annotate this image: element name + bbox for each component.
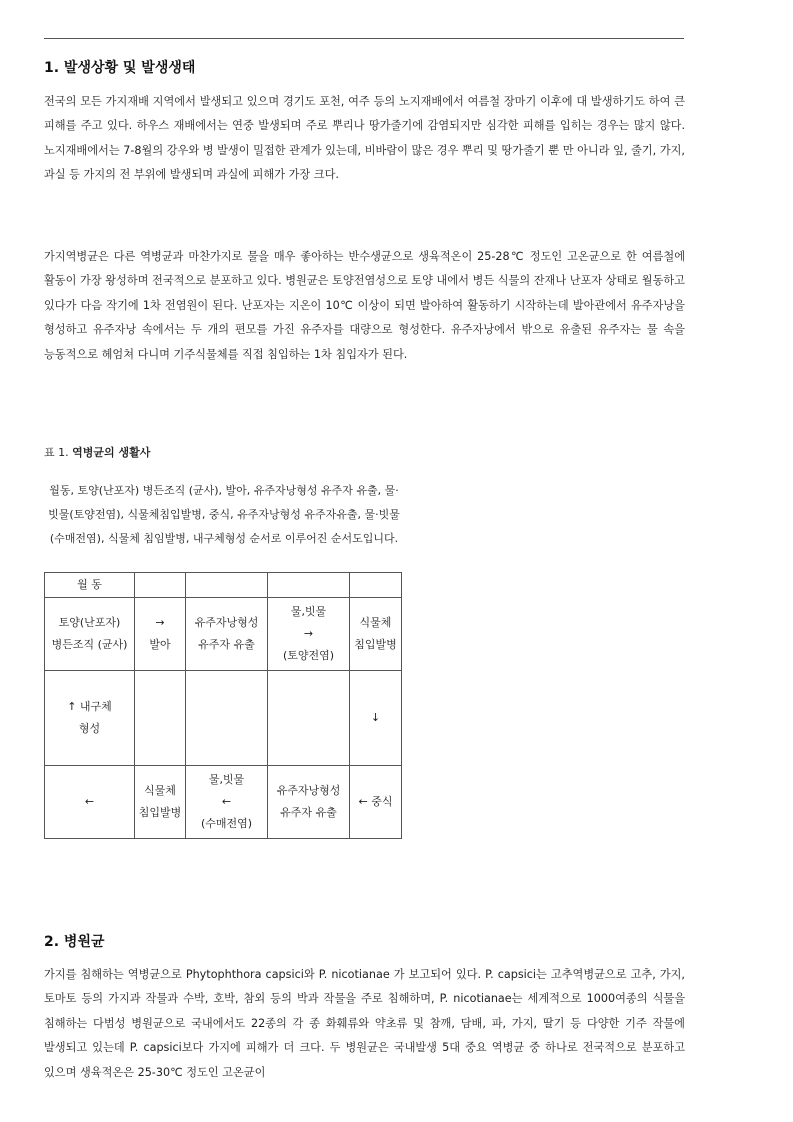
table-row (45, 598, 402, 671)
cell-overwinter: 월 동 (45, 573, 135, 598)
arrow-left-icon: ← (221, 795, 232, 808)
cell-zoosporangium-2: 유주자낭형성 유주자 유출 (268, 766, 350, 839)
cell-germination: → 발아 (135, 598, 186, 671)
table-row (45, 671, 402, 766)
table-1-caption-prefix: 표 1. (44, 446, 69, 459)
arrow-down-icon: ↓ (350, 671, 402, 766)
cell-resistant-structure: ↑ 내구체 형성 (45, 671, 135, 766)
cell-water-soil: 물,빗물 → (토양전염) (268, 598, 350, 671)
section-2-title: 2. 병원균 (44, 934, 105, 950)
section-1-paragraph-1: 전국의 모든 가지재배 지역에서 발생되고 있으며 경기도 포천, 여주 등의 노지재배에서 여름철 장마기 이후에 대 발생하기도 하여 큰 피해를 주고 있다. 하우스 재배에서는 연중 발생되며 주로 뿌리나 땅가줄기에 감염되지만 심각한 피해를 입히는 경우는 많지 않다. 노지재배에서는 7-8월의 강우와 병 발생이 밀접한 관계가 있는데, 비바람이 많은 경우 뿌리 및 땅가줄기 뿐 만 아니라 잎, 줄기, 가지, 과실 등 가지의 전 부위에 발생되며 과실에 피해가 가장 크다. (44, 95, 685, 182)
section-2-paragraph-1: 가지를 침해하는 역병균으로 Phytophthora capsici와 P. nicotianae 가 보고되어 있다. P. capsici는 고추역병균으로 고추, 가지, 토마토 등의 가지과 작물과 수박, 호박, 참외 등의 박과 작물을 주로 침해하며, P. nicotianae는 세계적으로 1000여종의 식물을 침해하는 다범성 병원균으로 국내에서도 22종의 각 종 화훼류와 약초류 및 참깨, 담배, 파, 가지, 딸기 등 다양한 기주 작물에 발생되고 있는데 P. capsici보다 가지에 피해가 더 크다. 두 병원균은 국내발생 5대 중요 역병균 중 하나로 전국적으로 분포하고 있으며 생육적온은 25-30℃ 정도인 고온균이 (44, 968, 685, 1079)
table-row (45, 573, 402, 598)
section-1-paragraph-2: 가지역병균은 다른 역병균과 마찬가지로 물을 매우 좋아하는 반수생균으로 생육적온이 25-28℃ 정도인 고온균으로 한 여름철에 활동이 가장 왕성하며 전국적으로 분포하고 있다. 병원균은 토양전염성으로 토양 내에서 병든 식물의 잔재나 난포자 상태로 월동하고 있다가 다음 작기에 1차 전염원이 된다. 난포자는 지온이 10℃ 이상이 되면 발아하여 활동하기 시작하는데 발아관에서 유주자낭을 형성하고 유주자낭 속에서는 두 개의 편모를 가진 유주자를 대량으로 형성한다. 유주자낭에서 밖으로 유출된 유주자는 물 속을 능동적으로 헤엄쳐 다니며 기주식물체를 직접 침입하는 1차 침입자가 된다. (44, 250, 685, 361)
cell-water-rain: 물,빗물 ← (수매전염) (186, 766, 268, 839)
cell-zoosporangium: 유주자낭형성 유주자 유출 (186, 598, 268, 671)
cell-multiply: ← 중식 (350, 766, 402, 839)
table-row (45, 766, 402, 839)
arrow-right-icon: → (303, 627, 314, 640)
table-1-description: 월동, 토양(난포자) 병든조직 (균사), 발아, 유주자낭형성 유주자 유출, 물·빗물(토양전염), 식물체침입발병, 중식, 유주자낭형성 유주자유출, 물·빗물(수매전염), 식물체 침임발병, 내구체형성 순서로 이루어진 순서도입니다. (48, 484, 400, 545)
table-1-caption-title: 역병균의 생활사 (72, 446, 151, 459)
cell-plant-infection: 식물체 침입발병 (350, 598, 402, 671)
arrow-left-icon: ← (45, 766, 135, 839)
cell-plant-infection-2: 식물체 침입발병 (135, 766, 186, 839)
table-1-caption (44, 444, 150, 460)
life-cycle-table (44, 572, 402, 839)
section-1-title: 1. 발생상황 및 발생생태 (44, 60, 196, 76)
arrow-right-icon: → (155, 616, 165, 629)
cell-soil: 토양(난포자) 병든조직 (균사) (45, 598, 135, 671)
top-rule (44, 38, 684, 39)
